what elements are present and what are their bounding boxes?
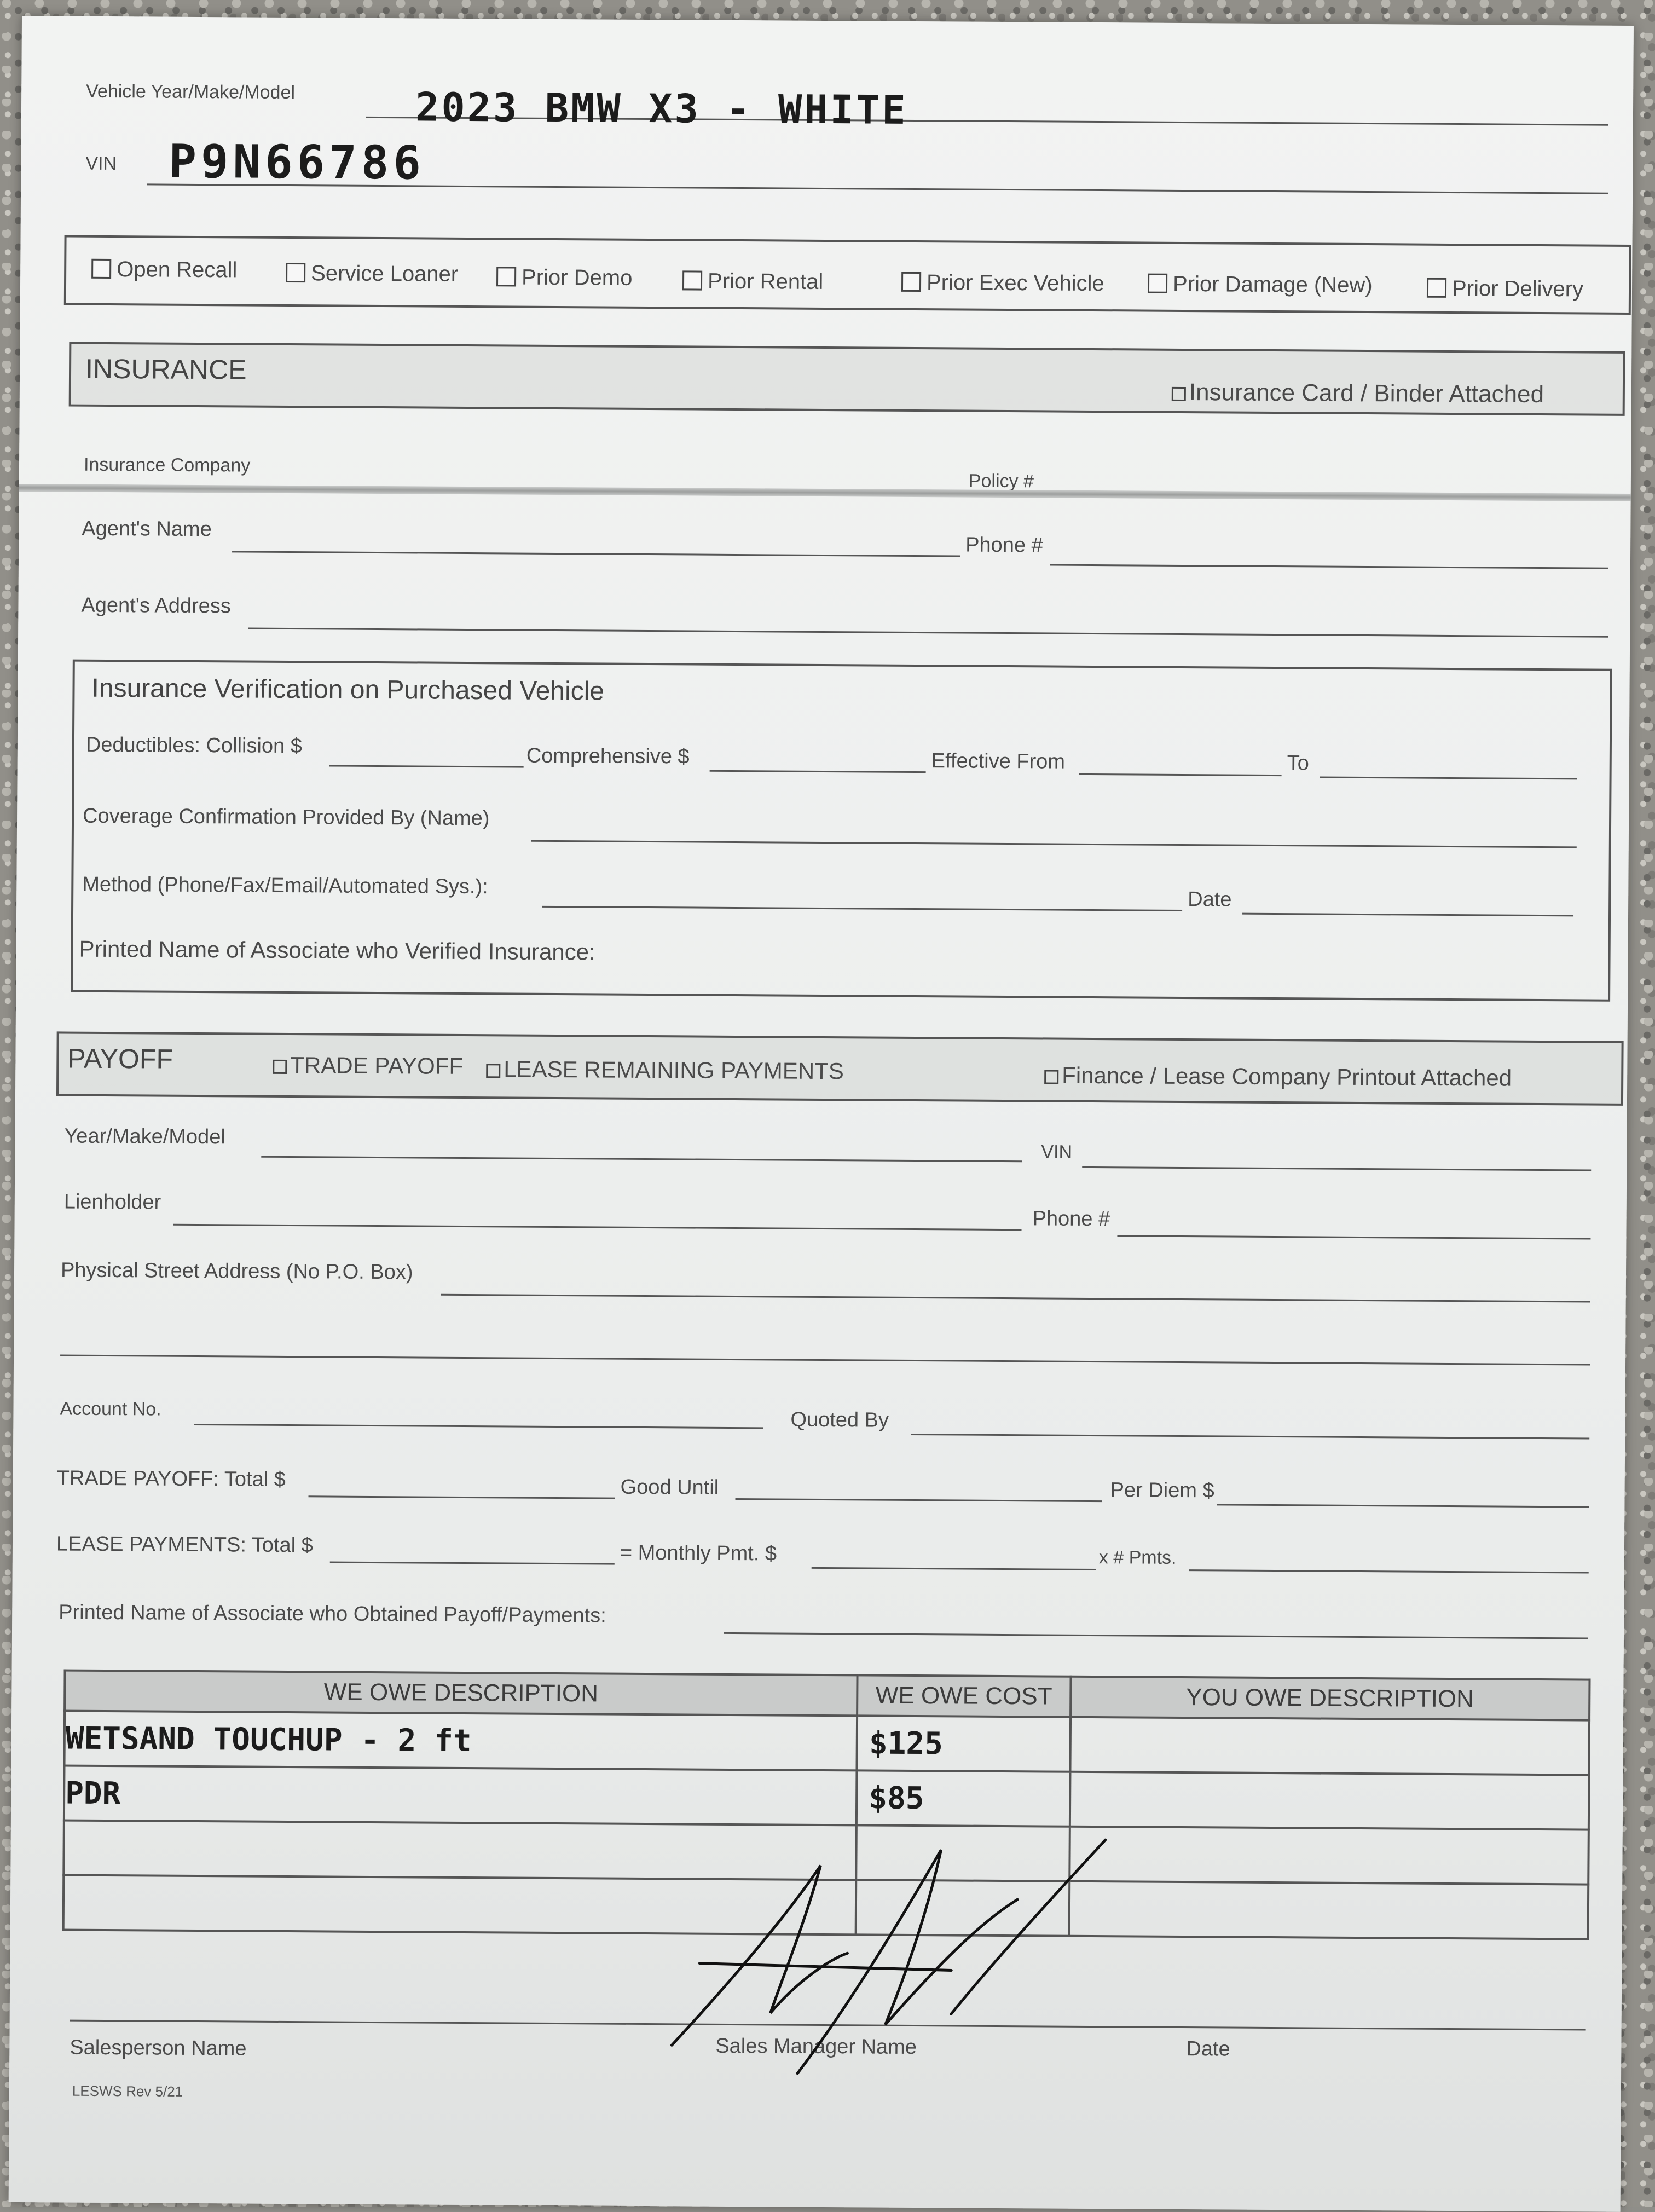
monthly-pmt-label: = Monthly Pmt. $ [620, 1541, 777, 1566]
payoff-associate-label: Printed Name of Associate who Obtained Payoff/Payments: [59, 1601, 606, 1627]
flag-open-recall-label: Open Recall [117, 257, 238, 282]
flag-open-recall[interactable] [91, 257, 237, 283]
flag-prior-demo[interactable] [496, 265, 633, 291]
vehicle-ymm-label: Vehicle Year/Make/Model [86, 80, 296, 103]
account-no-line[interactable] [194, 1424, 763, 1429]
flag-prior-demo-label: Prior Demo [521, 265, 633, 290]
flag-prior-damage-label: Prior Damage (New) [1172, 272, 1373, 298]
num-pmts-line[interactable] [1189, 1569, 1589, 1573]
verification-date-label: Date [1188, 888, 1232, 911]
vehicle-ymm-value[interactable]: 2023 BMW X3 - WHITE [415, 84, 908, 133]
payoff-vin-label: VIN [1041, 1141, 1073, 1163]
policy-label: Policy # [968, 470, 1034, 492]
effective-from-label: Effective From [931, 749, 1066, 773]
vin-value[interactable]: P9N66786 [169, 134, 426, 190]
num-pmts-label: x # Pmts. [1098, 1547, 1177, 1568]
lease-total-label: LEASE PAYMENTS: Total $ [56, 1532, 313, 1557]
agent-name-line[interactable] [232, 551, 960, 557]
effective-to-label: To [1287, 752, 1309, 775]
lease-remaining-option-label: LEASE REMAINING PAYMENTS [504, 1056, 844, 1084]
comprehensive-label: Comprehensive $ [526, 744, 690, 769]
method-label: Method (Phone/Fax/Email/Automated Sys.): [82, 873, 488, 899]
trade-payoff-option-label: TRADE PAYOFF [290, 1052, 464, 1079]
checkbox-service-loaner[interactable] [286, 263, 305, 282]
street-address-label: Physical Street Address (No P.O. Box) [60, 1258, 413, 1284]
payoff-ymm-line[interactable] [261, 1156, 1022, 1162]
sales-manager-signature [666, 1815, 1116, 2092]
vin-label: VIN [85, 153, 117, 175]
agent-address-line[interactable] [248, 628, 1608, 638]
salesperson-name-label: Salesperson Name [70, 2036, 247, 2060]
flag-prior-delivery-label: Prior Delivery [1451, 276, 1584, 302]
flag-service-loaner[interactable] [286, 261, 458, 287]
checkbox-lease-remaining[interactable] [486, 1064, 500, 1078]
verification-title: Insurance Verification on Purchased Vehicle [91, 673, 605, 706]
flag-service-loaner-label: Service Loaner [311, 261, 459, 286]
we-owe-cost-cell[interactable]: $125 [857, 1716, 1070, 1771]
we-owe-description-cell[interactable]: PDR [64, 1766, 857, 1826]
payoff-title: PAYOFF [67, 1043, 173, 1075]
flag-prior-delivery[interactable] [1427, 276, 1583, 302]
paper-fold-crease [19, 484, 1631, 501]
insurance-card-attached-label: Insurance Card / Binder Attached [1189, 379, 1544, 408]
you-owe-description-cell[interactable] [1069, 1827, 1589, 1885]
good-until-line[interactable] [735, 1498, 1102, 1502]
agent-address-label: Agent's Address [81, 593, 231, 618]
we-owe-cost-cell[interactable]: $85 [857, 1770, 1070, 1826]
flag-prior-exec-vehicle-label: Prior Exec Vehicle [926, 270, 1104, 296]
account-no-label: Account No. [60, 1398, 161, 1420]
we-owe-description-header: WE OWE DESCRIPTION [65, 1671, 858, 1716]
lease-remaining-option[interactable] [486, 1056, 844, 1084]
payoff-ymm-label: Year/Make/Model [64, 1124, 225, 1149]
you-owe-description-header: YOU OWE DESCRIPTION [1070, 1677, 1590, 1720]
per-diem-label: Per Diem $ [1110, 1478, 1214, 1503]
form-revision-code: LESWS Rev 5/21 [72, 2082, 183, 2100]
quoted-by-line[interactable] [911, 1434, 1589, 1440]
agent-name-label: Agent's Name [82, 517, 212, 541]
street-address-line[interactable] [441, 1294, 1590, 1303]
flag-prior-exec-vehicle[interactable] [901, 270, 1104, 296]
checkbox-prior-delivery[interactable] [1427, 278, 1446, 298]
we-owe-cost-header: WE OWE COST [857, 1675, 1070, 1717]
trade-total-label: TRADE PAYOFF: Total $ [56, 1466, 286, 1491]
street-address-line-2[interactable] [60, 1354, 1590, 1365]
dealer-form-sheet [9, 16, 1634, 2212]
collision-label: Deductibles: Collision $ [85, 733, 302, 758]
good-until-label: Good Until [620, 1475, 719, 1499]
checkbox-prior-damage[interactable] [1148, 274, 1167, 293]
signature-date-label: Date [1186, 2037, 1230, 2061]
insurance-card-attached[interactable] [1172, 379, 1544, 408]
flag-prior-damage[interactable] [1148, 272, 1373, 298]
checkbox-open-recall[interactable] [91, 259, 111, 279]
per-diem-line[interactable] [1217, 1504, 1589, 1508]
quoted-by-label: Quoted By [790, 1408, 889, 1432]
verified-by-label: Printed Name of Associate who Verified Insurance: [79, 935, 595, 965]
lienholder-phone-line[interactable] [1117, 1235, 1590, 1239]
lienholder-phone-label: Phone # [1032, 1207, 1110, 1231]
you-owe-description-cell[interactable] [1070, 1717, 1589, 1775]
insurance-phone-label: Phone # [965, 533, 1043, 557]
trade-payoff-option[interactable] [273, 1052, 463, 1079]
checkbox-prior-rental[interactable] [682, 270, 702, 290]
monthly-pmt-line[interactable] [812, 1567, 1096, 1570]
lease-total-line[interactable] [330, 1561, 615, 1564]
checkbox-prior-exec-vehicle[interactable] [901, 272, 921, 292]
insurance-title: INSURANCE [85, 353, 247, 385]
lienholder-line[interactable] [173, 1224, 1022, 1231]
payoff-vin-line[interactable] [1082, 1166, 1591, 1171]
insurance-phone-line[interactable] [1050, 564, 1608, 569]
checkbox-printout-attached[interactable] [1044, 1070, 1058, 1084]
flag-prior-rental[interactable] [682, 269, 823, 294]
checkbox-insurance-card[interactable] [1172, 387, 1186, 401]
checkbox-trade-payoff[interactable] [273, 1060, 287, 1074]
payoff-associate-line[interactable] [724, 1632, 1588, 1639]
sales-manager-name-label: Sales Manager Name [715, 2034, 917, 2059]
checkbox-prior-demo[interactable] [496, 267, 516, 286]
lienholder-label: Lienholder [63, 1190, 161, 1214]
printout-attached-option[interactable] [1044, 1062, 1512, 1091]
we-owe-description-cell[interactable]: WETSAND TOUCHUP - 2 ft [65, 1711, 858, 1771]
printout-attached-option-label: Finance / Lease Company Printout Attached [1062, 1062, 1512, 1091]
flag-prior-rental-label: Prior Rental [707, 269, 824, 294]
trade-total-line[interactable] [309, 1495, 615, 1499]
you-owe-description-cell[interactable] [1069, 1772, 1589, 1830]
table-row [65, 1711, 1590, 1775]
insurance-company-label: Insurance Company [83, 454, 251, 476]
you-owe-description-cell[interactable] [1069, 1881, 1588, 1939]
coverage-label: Coverage Confirmation Provided By (Name) [82, 804, 490, 830]
